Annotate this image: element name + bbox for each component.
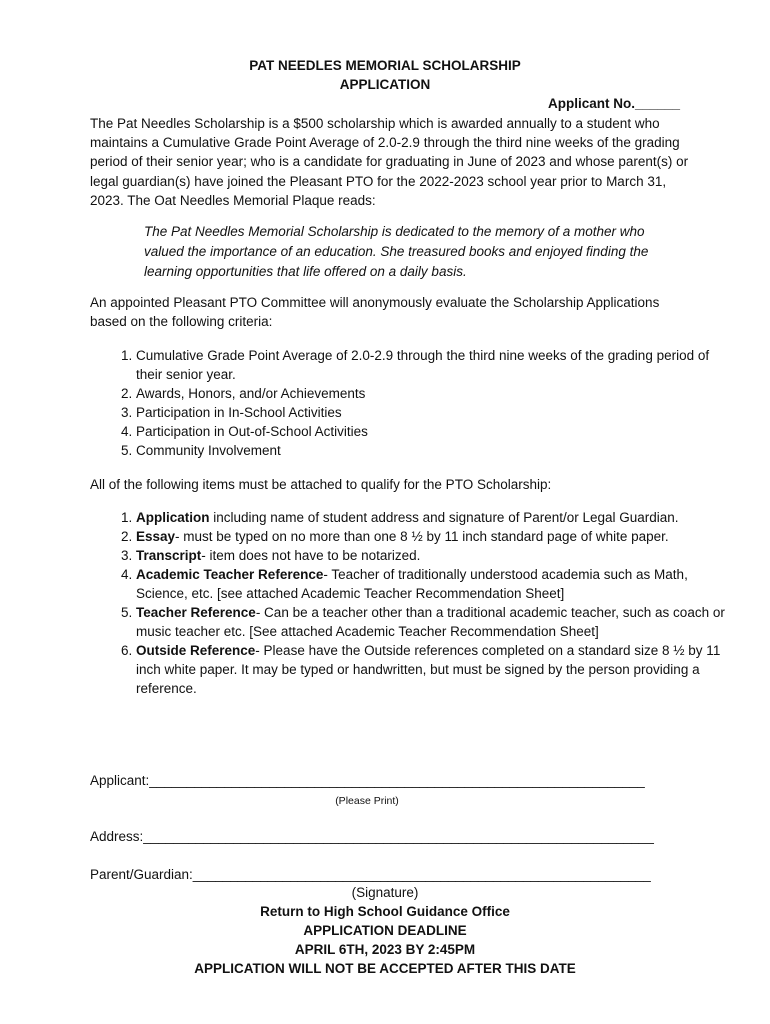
requirement-item: [136, 565, 736, 603]
please-print-note: (Please Print): [335, 795, 399, 807]
requirement-text: - Can be a teacher other than a traditional academic teacher, such as coach or music teacher etc. [See attached Academic Teacher Recommendation Sheet]: [136, 605, 725, 639]
attachments-intro: All of the following items must be attached to qualify for the PTO Scholarship:: [90, 477, 552, 492]
requirement-term: Academic Teacher Reference: [136, 567, 324, 582]
evaluation-paragraph: An appointed Pleasant PTO Committee will anonymously evaluate the Scholarship Applications based on the following criteria:: [90, 295, 660, 330]
plaque-quote: The Pat Needles Memorial Scholarship is dedicated to the memory of a mother who valued the importance of an education. She treasured books and enjoyed finding the learning opportunities that life offered on a daily basis.: [144, 224, 649, 279]
requirement-item: [136, 641, 736, 698]
requirement-item: [136, 508, 736, 527]
requirement-term: Essay: [136, 529, 176, 544]
requirement-term: Transcript: [136, 548, 202, 563]
requirement-text: - must be typed on no more than one 8 ½ by 11 inch standard page of white paper.: [175, 529, 669, 544]
intro-paragraph: The Pat Needles Scholarship is a $500 scholarship which is awarded annually to a student who maintains a Cumulative Grade Point Average of 2.0-2.9 through the third nine weeks of the grading period of their senior year; who is a candidate for graduating in June of 2023 and whose parent(s) or legal guardian(s) have joined the Pleasant PTO for the 2022-2023 school year prior to March 31, 2023. The Oat Needles Memorial Plaque reads:: [90, 116, 689, 208]
criteria-list: [90, 346, 736, 460]
parent-guardian-line[interactable]: Parent/Guardian:_____________________________________________________________: [90, 867, 651, 882]
requirement-text: - Please have the Outside references completed on a standard size 8 ½ by 11 inch white paper. It may be typed or handwritten, but must be signed by the person providing a reference.: [136, 643, 721, 696]
requirements-list: [90, 508, 736, 698]
signature-note: (Signature): [351, 885, 419, 900]
requirement-text: - item does not have to be notarized.: [201, 548, 421, 563]
criteria-item: 1. Cumulative Grade Point Average of 2.0-2.9 through the third nine weeks of the grading period of their senior year.: [136, 346, 736, 384]
criteria-item: 2. Awards, Honors, and/or Achievements: [136, 384, 736, 403]
return-instructions: Return to High School Guidance Office: [260, 904, 510, 919]
deadline-label: APPLICATION DEADLINE: [303, 923, 467, 938]
criteria-item: 4. Participation in Out-of-School Activities: [136, 422, 736, 441]
requirement-item: [136, 546, 736, 565]
document-title: PAT NEEDLES MEMORIAL SCHOLARSHIP: [249, 58, 521, 73]
address-line[interactable]: Address:____________________________________________________________________: [90, 829, 654, 844]
deadline-warning: APPLICATION WILL NOT BE ACCEPTED AFTER THIS DATE: [194, 961, 576, 976]
deadline-date: APRIL 6TH, 2023 BY 2:45PM: [294, 942, 476, 957]
requirement-text: including name of student address and signature of Parent/or Legal Guardian.: [209, 510, 679, 525]
requirement-item: [136, 603, 736, 641]
document-subtitle: APPLICATION: [339, 77, 431, 92]
requirement-item: [136, 527, 736, 546]
requirement-term: Outside Reference: [136, 643, 256, 658]
criteria-item: 3. Participation in In-School Activities: [136, 403, 736, 422]
requirement-term: Application: [136, 510, 210, 525]
applicant-name-line[interactable]: Applicant:__________________________________________________________________: [90, 773, 645, 788]
requirement-text: - Teacher of traditionally understood academia such as Math, Science, etc. [see attached Academic Teacher Recommendation Sheet]: [136, 567, 688, 601]
requirement-term: Teacher Reference: [136, 605, 256, 620]
criteria-item: 5. Community Involvement: [136, 441, 736, 460]
applicant-number-field: Applicant No.______: [547, 96, 680, 111]
